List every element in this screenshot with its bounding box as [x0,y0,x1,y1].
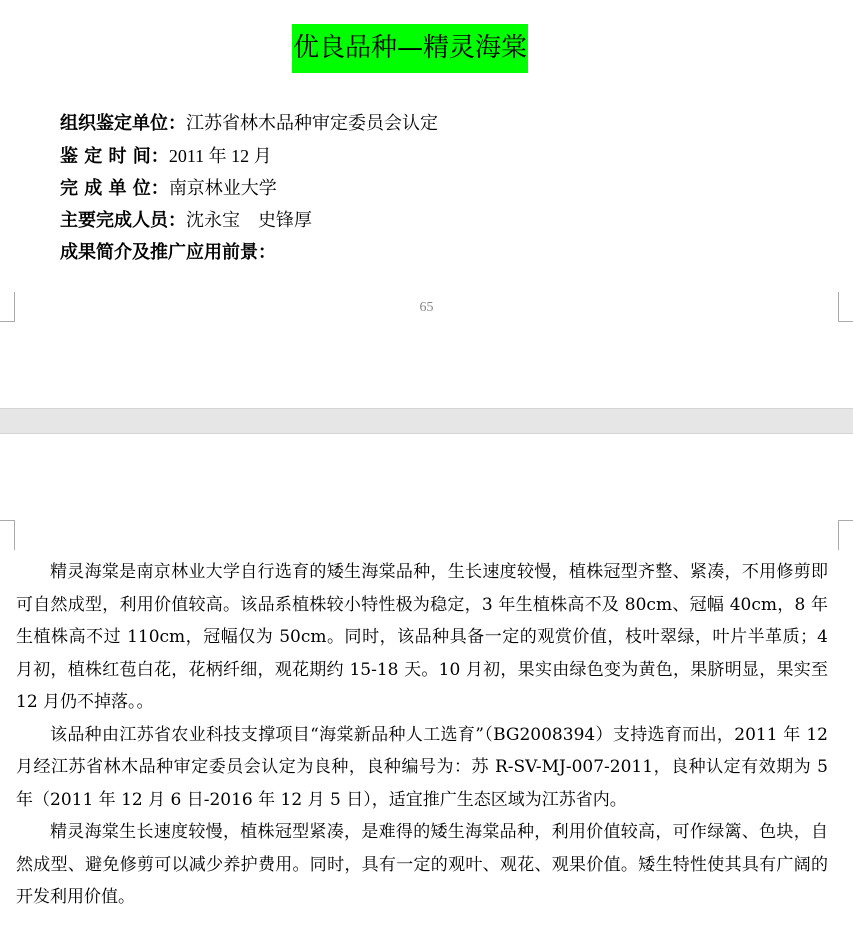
page-margin-corner-top-left [0,520,15,550]
body-paragraph-2: 该品种由江苏省农业科技支撑项目“海棠新品种人工选育”（BG2008394）支持选育而出，2011 年 12 月经江苏省林木品种审定委员会认定为良种，良种编号为：苏 R-SV-MJ-007-2011，良种认定有效期为 5 年（2011 年 12 月 6 日-2016 年 12 月 5 日），适宜推广生态区域为江苏省内。 [16,724,828,810]
completing-unit-line [60,178,277,200]
document-page-1 [0,0,853,408]
appraisal-unit-value: 江苏省林木品种审定委员会认定 [186,113,438,134]
page-margin-corner-top-right [838,520,853,550]
completing-unit-label: 完 成 单 位： [60,178,169,199]
main-personnel-label: 主要完成人员： [60,210,186,231]
body-paragraph-1: 精灵海棠是南京林业大学自行选育的矮生海棠品种，生长速度较慢，植株冠型齐整、紧凑，不用修剪即可自然成型，利用价值较高。该品系植株较小特性极为稳定，3 年生植株高不及 80cm、冠幅 40cm，8 年生植株高不过 110cm，冠幅仅为 50cm。同时，该品种具备一定的观赏价值，枝叶翠绿，叶片半革质；4 月初，植株红苞白花，花柄纤细，观花期约 15-18 天。10 月初，果实由绿色变为黄色，果脐明显，果实至 12 月仍不掉落。。 [16,562,828,712]
main-personnel-line [60,210,312,232]
summary-heading-line [60,242,276,264]
page-number: 65 [419,300,434,315]
appraisal-time-label: 鉴 定 时 间： [60,146,169,167]
body-text [16,556,828,914]
document-page-2 [0,434,853,925]
appraisal-time-value: 2011 年 12 月 [168,146,272,166]
completing-unit-value: 南京林业大学 [168,178,277,199]
page-break-gap [0,408,853,434]
document-title: 优良品种—精灵海棠 [292,24,528,73]
appraisal-unit-label: 组织鉴定单位： [60,113,186,134]
main-personnel-value: 沈永宝 史锋厚 [186,210,312,231]
summary-heading: 成果简介及推广应用前景： [60,242,276,263]
appraisal-time-line [60,145,272,168]
body-paragraph-3: 精灵海棠生长速度较慢，植株冠型紧凑，是难得的矮生海棠品种，利用价值较高，可作绿篱、色块，自然成型、避免修剪可以减少养护费用。同时，具有一定的观叶、观花、观果价值。矮生特性使其具有广阔的开发利用价值。 [16,822,828,907]
appraisal-unit-line [60,113,438,135]
